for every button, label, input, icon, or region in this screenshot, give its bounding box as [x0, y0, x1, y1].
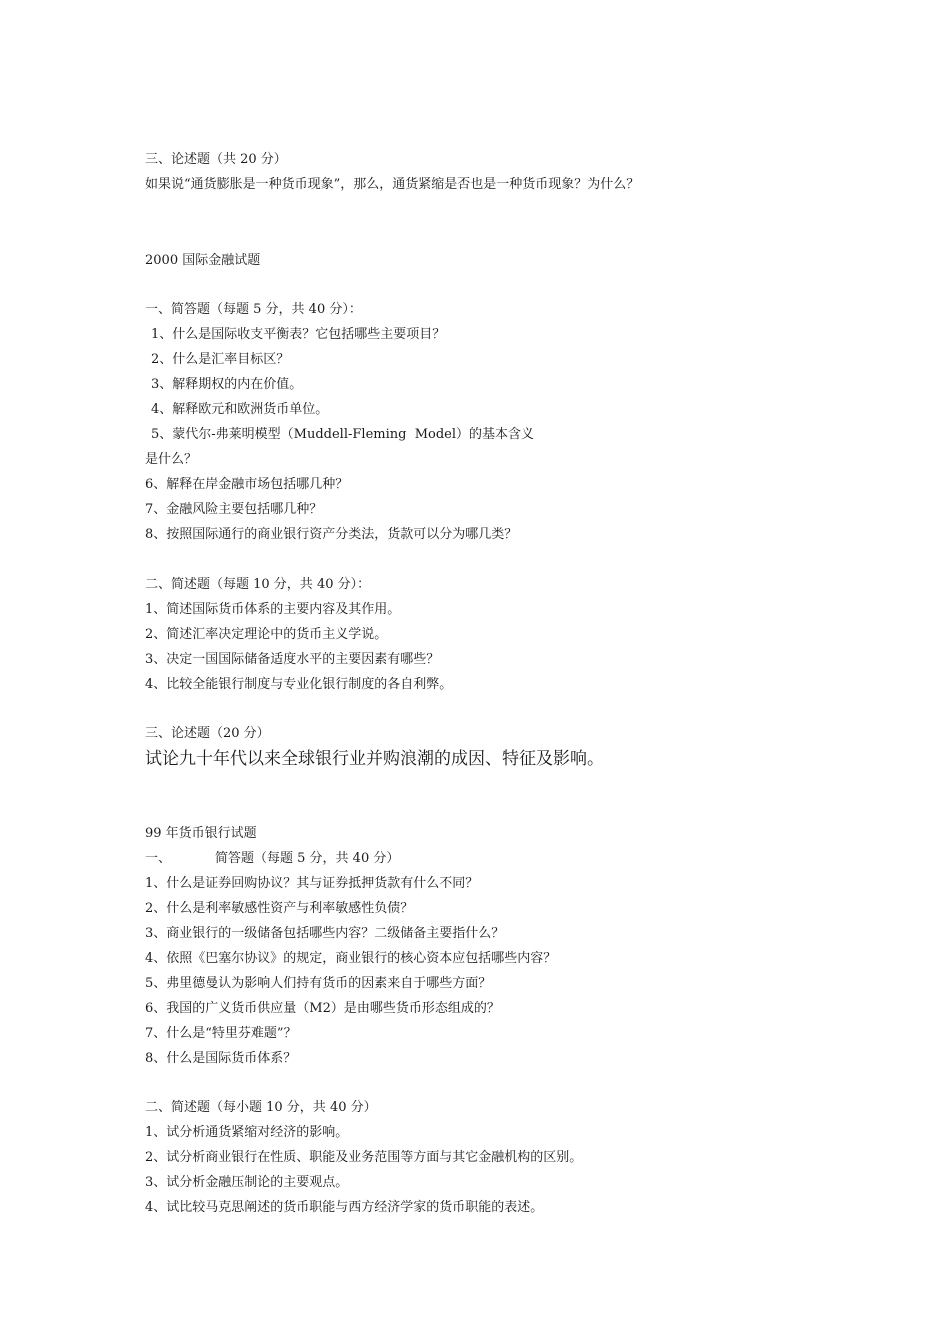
question-item: 4、依照《巴塞尔协议》的规定，商业银行的核心资本应包括哪些内容？: [145, 951, 557, 966]
question-item: 4、比较全能银行制度与专业化银行制度的各自利弊。: [145, 677, 453, 692]
question-item: 3、商业银行的一级储备包括哪些内容？二级储备主要指什么？: [145, 926, 505, 941]
question-item: 2、试分析商业银行在性质、职能及业务范围等方面与其它金融机构的区别。: [145, 1150, 583, 1165]
question-item: 6、解释在岸金融市场包括哪几种？: [145, 477, 349, 492]
section-heading: 二、简述题（每小题 10 分，共 40 分）: [145, 1100, 377, 1115]
question-item: 1、试分析通货紧缩对经济的影响。: [145, 1125, 349, 1140]
section-heading: 二、简述题（每题 10 分，共 40 分）：: [145, 577, 371, 592]
question-item: 3、试分析金融压制论的主要观点。: [145, 1175, 349, 1190]
essay-question: 如果说“通货膨胀是一种货币现象”，那么，通货紧缩是否也是一种货币现象？为什么？: [145, 177, 640, 192]
question-item: 7、什么是“特里芬难题”？: [145, 1026, 297, 1041]
question-item: 6、我国的广义货币供应量（M2）是由哪些货币形态组成的？: [145, 1001, 500, 1016]
question-item: 3、解释期权的内在价值。: [151, 377, 303, 392]
section-heading: 三、论述题（共 20 分）: [145, 152, 287, 167]
question-item: 5、弗里德曼认为影响人们持有货币的因素来自于哪些方面？: [145, 976, 492, 991]
question-item: 2、什么是汇率目标区？: [151, 352, 290, 367]
section-heading: 三、论述题（20 分）: [145, 726, 270, 741]
question-item: 1、什么是国际收支平衡表？它包括哪些主要项目？: [151, 327, 446, 342]
question-item-continuation: 是什么？: [145, 452, 198, 467]
essay-question: 试论九十年代以来全球银行业并购浪潮的成因、特征及影响。: [145, 749, 604, 769]
section-number: 一、: [145, 851, 172, 866]
question-item: 4、解释欧元和欧洲货币单位。: [151, 402, 329, 417]
exam-title: 99 年货币银行试题: [145, 826, 257, 841]
question-item: 3、决定一国国际储备适度水平的主要因素有哪些？: [145, 652, 440, 667]
question-item: 2、什么是利率敏感性资产与利率敏感性负债？: [145, 901, 414, 916]
question-item: 2、简述汇率决定理论中的货币主义学说。: [145, 627, 388, 642]
question-item: 8、按照国际通行的商业银行资产分类法，货款可以分为哪几类？: [145, 527, 518, 542]
section-heading: 一、简答题（每题 5 分，共 40 分）：: [145, 302, 362, 317]
question-item: 1、什么是证券回购协议？其与证券抵押货款有什么不同？: [145, 876, 479, 891]
question-item: 4、试比较马克思阐述的货币职能与西方经济学家的货币职能的表述。: [145, 1200, 544, 1215]
exam-title: 2000 国际金融试题: [145, 253, 261, 268]
question-item: 5、蒙代尔-弗莱明模型（Muddell-Fleming Model）的基本含义: [151, 427, 535, 442]
section-heading: 简答题（每题 5 分，共 40 分）: [215, 851, 400, 866]
question-item: 8、什么是国际货币体系？: [145, 1051, 297, 1066]
question-item: 7、金融风险主要包括哪几种？: [145, 502, 323, 517]
question-item: 1、简述国际货币体系的主要内容及其作用。: [145, 602, 401, 617]
